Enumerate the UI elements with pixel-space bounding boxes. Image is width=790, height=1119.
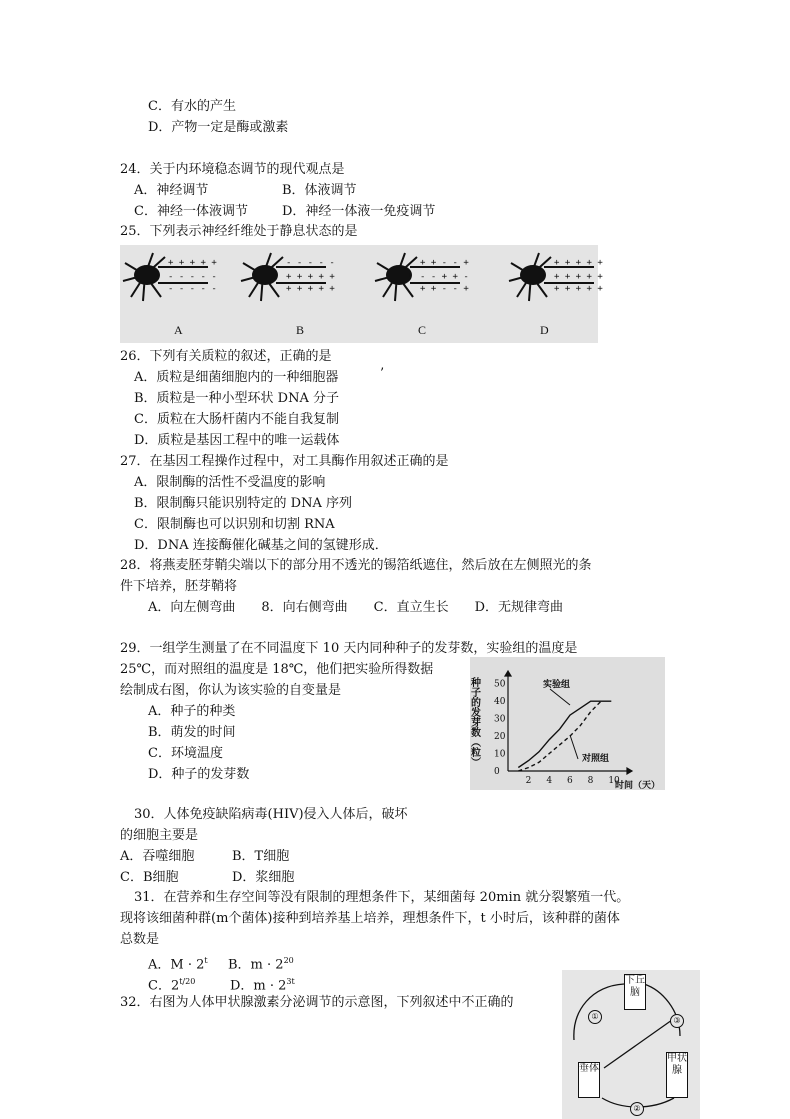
q26-option-b: B．质粒是一种小型环状 DNA 分子 [134,391,340,406]
q27-option-c: C．限制酶也可以识别和切割 RNA [134,517,335,532]
q27-option-a: A．限制酶的活性不受温度的影响 [134,475,326,490]
q29-stem-line3: 绘制成右图，你认为该实验的自变量是 [120,683,342,698]
step-1-marker: ① [588,1010,602,1024]
neuron-c-charges-bottom: + + - - + [420,284,469,294]
q29-option-a: A．种子的种类 [148,704,236,719]
neuron-label-b: B [296,323,305,337]
q29-option-b: B．萌发的时间 [148,725,236,740]
pituitary-box: 垂体 [578,1062,600,1098]
q29-option-c: C．环境温度 [148,746,223,761]
neuron-b-charges-top: - - - - - [286,258,335,268]
y-tick-label: 20 [494,732,506,743]
q23-option-c: C．有水的产生 [148,99,236,114]
q25-stem: 25．下列表示神经纤维处于静息状态的是 [120,224,358,239]
hypothalamus-box: 下丘脑 [624,974,646,1010]
step-3-marker: ③ [670,1014,684,1028]
neuron-c-charges-mid: - - + + - [420,272,469,282]
neuron-label-c: C [418,323,427,337]
y-tick-label: 30 [494,714,506,725]
neuron-b-charges-bottom: + + + + + [286,284,335,294]
neuron-d-charges-bottom: + + + + + [554,284,603,294]
series-label-experiment: 实验组 [543,680,571,690]
y-tick-label: 0 [494,767,500,777]
q31-stem-line3: 总数是 [120,932,160,947]
experiment-leader-line [550,689,570,705]
q31-option-a: A．$M \cdot 2^t$ [148,956,208,973]
q30-option-d: D．浆细胞 [232,870,295,885]
germination-chart-svg [470,657,665,790]
q24-option-b: B．体液调节 [282,183,357,198]
q29-option-d: D．种子的发芽数 [148,767,250,782]
q24-option-d: D．神经一体液一免疫调节 [282,204,436,219]
q30-option-a: A．吞噬细胞 [120,849,195,864]
q27-option-d: D．DNA 连接酶催化碱基之间的氢键形成． [134,538,388,553]
q31-option-c: C．$2^{t/20}$ [148,977,196,994]
q31-option-d: D．$m \cdot 2^{3t}$ [230,977,295,994]
q26-option-c: C．质粒在大肠杆菌内不能自我复制 [134,412,339,427]
q26-stray-mark: ’ [380,366,385,381]
neuron-diagrams [120,245,603,343]
q31-stem-line2: 现将该细菌种群(m个菌体)接种到培养基上培养，理想条件下，t 小时后，该种群的菌体 [120,911,620,926]
control-leader-line [570,735,578,759]
neuron-label-a: A [174,323,183,337]
chart-xlabel: 时间（天） [615,781,661,791]
q32-stem: 32．右图为人体甲状腺激素分泌调节的示意图，下列叙述中不正确的 [120,995,514,1010]
y-tick-label: 50 [494,679,506,690]
q24-stem: 24．关于内环境稳态调节的现代观点是 [120,162,345,177]
x-tick-label: 4 [546,776,553,786]
y-tick-label: 40 [494,697,506,708]
q26-option-d: D．质粒是基因工程中的唯一运载体 [134,433,340,448]
x-tick-label: 10 [608,776,620,786]
q29-stem-line2: 25℃，而对照组的温度是 18℃，他们把实验所得数据 [120,662,434,677]
q28-stem-line1: 28．将燕麦胚芽鞘尖端以下的部分用不透光的锡箔纸遮住，然后放在左侧照光的条 [120,558,592,573]
q26-option-a: A．质粒是细菌细胞内的一种细胞器 [134,370,339,385]
q26-stem: 26．下列有关质粒的叙述，正确的是 [120,349,332,364]
thyroid-regulation-diagram [562,970,700,1119]
neuron-a-charges-top: + + + + + [168,258,217,268]
arrow-thyroid-to-hypothalamus [644,984,680,1036]
series-label-control: 对照组 [582,754,610,764]
neuron-label-d: D [540,323,549,337]
q27-stem: 27．在基因工程操作过程中，对工具酶作用叙述正确的是 [120,454,449,469]
q30-stem-line2: 的细胞主要是 [120,828,199,843]
step-2-marker: ② [630,1102,644,1116]
thyroid-box: 甲状腺 [666,1052,688,1098]
q28-options: A．向左侧弯曲 8．向右侧弯曲 C．直立生长 D．无规律弯曲 [148,600,564,615]
neuron-d-charges-top: + + + + + [554,258,603,268]
germination-chart [470,657,665,790]
q30-option-c: C．B细胞 [120,870,179,885]
neuron-a-charges-mid: - - - - - [168,272,217,282]
q24-option-a: A．神经调节 [134,183,209,198]
q31-option-b: B．$m \cdot 2^{20}$ [228,956,294,973]
neuron-figure [120,245,603,343]
q27-option-b: B．限制酶只能识别特定的 DNA 序列 [134,496,353,511]
q31-stem-line1: 31．在营养和生存空间等没有限制的理想条件下，某细菌每 20min 就分裂繁殖一代。 [134,890,630,905]
q24-option-c: C．神经一体液调节 [134,204,248,219]
neuron-d-charges-mid: + + + + + [554,272,603,282]
neuron-a-charges-bottom: - - - - - [168,284,217,294]
q29-stem-line1: 29．一组学生测量了在不同温度下 10 天内同种种子的发芽数，实验组的温度是 [120,641,578,656]
q30-stem-line1: 30．人体免疫缺陷病毒(HIV)侵入人体后，破坏 [134,807,408,822]
chart-ylabel: 种子的发芽数（粒） [468,677,480,767]
y-tick-label: 10 [494,749,506,760]
x-axis-arrow [627,768,632,774]
x-tick-label: 6 [567,776,573,786]
neuron-b-charges-mid: + + + + + [286,272,335,282]
y-axis-arrow [505,671,511,676]
x-tick-label: 2 [525,776,532,786]
q30-option-b: B．T细胞 [232,849,290,864]
q28-stem-line2: 件下培养，胚芽鞘将 [120,579,238,594]
q23-option-d: D．产物一定是酶或激素 [148,120,289,135]
x-tick-label: 8 [587,776,594,786]
arrow-thyroid-to-pituitary [604,1020,672,1068]
neuron-c-charges-top: + + - - + [420,258,469,268]
